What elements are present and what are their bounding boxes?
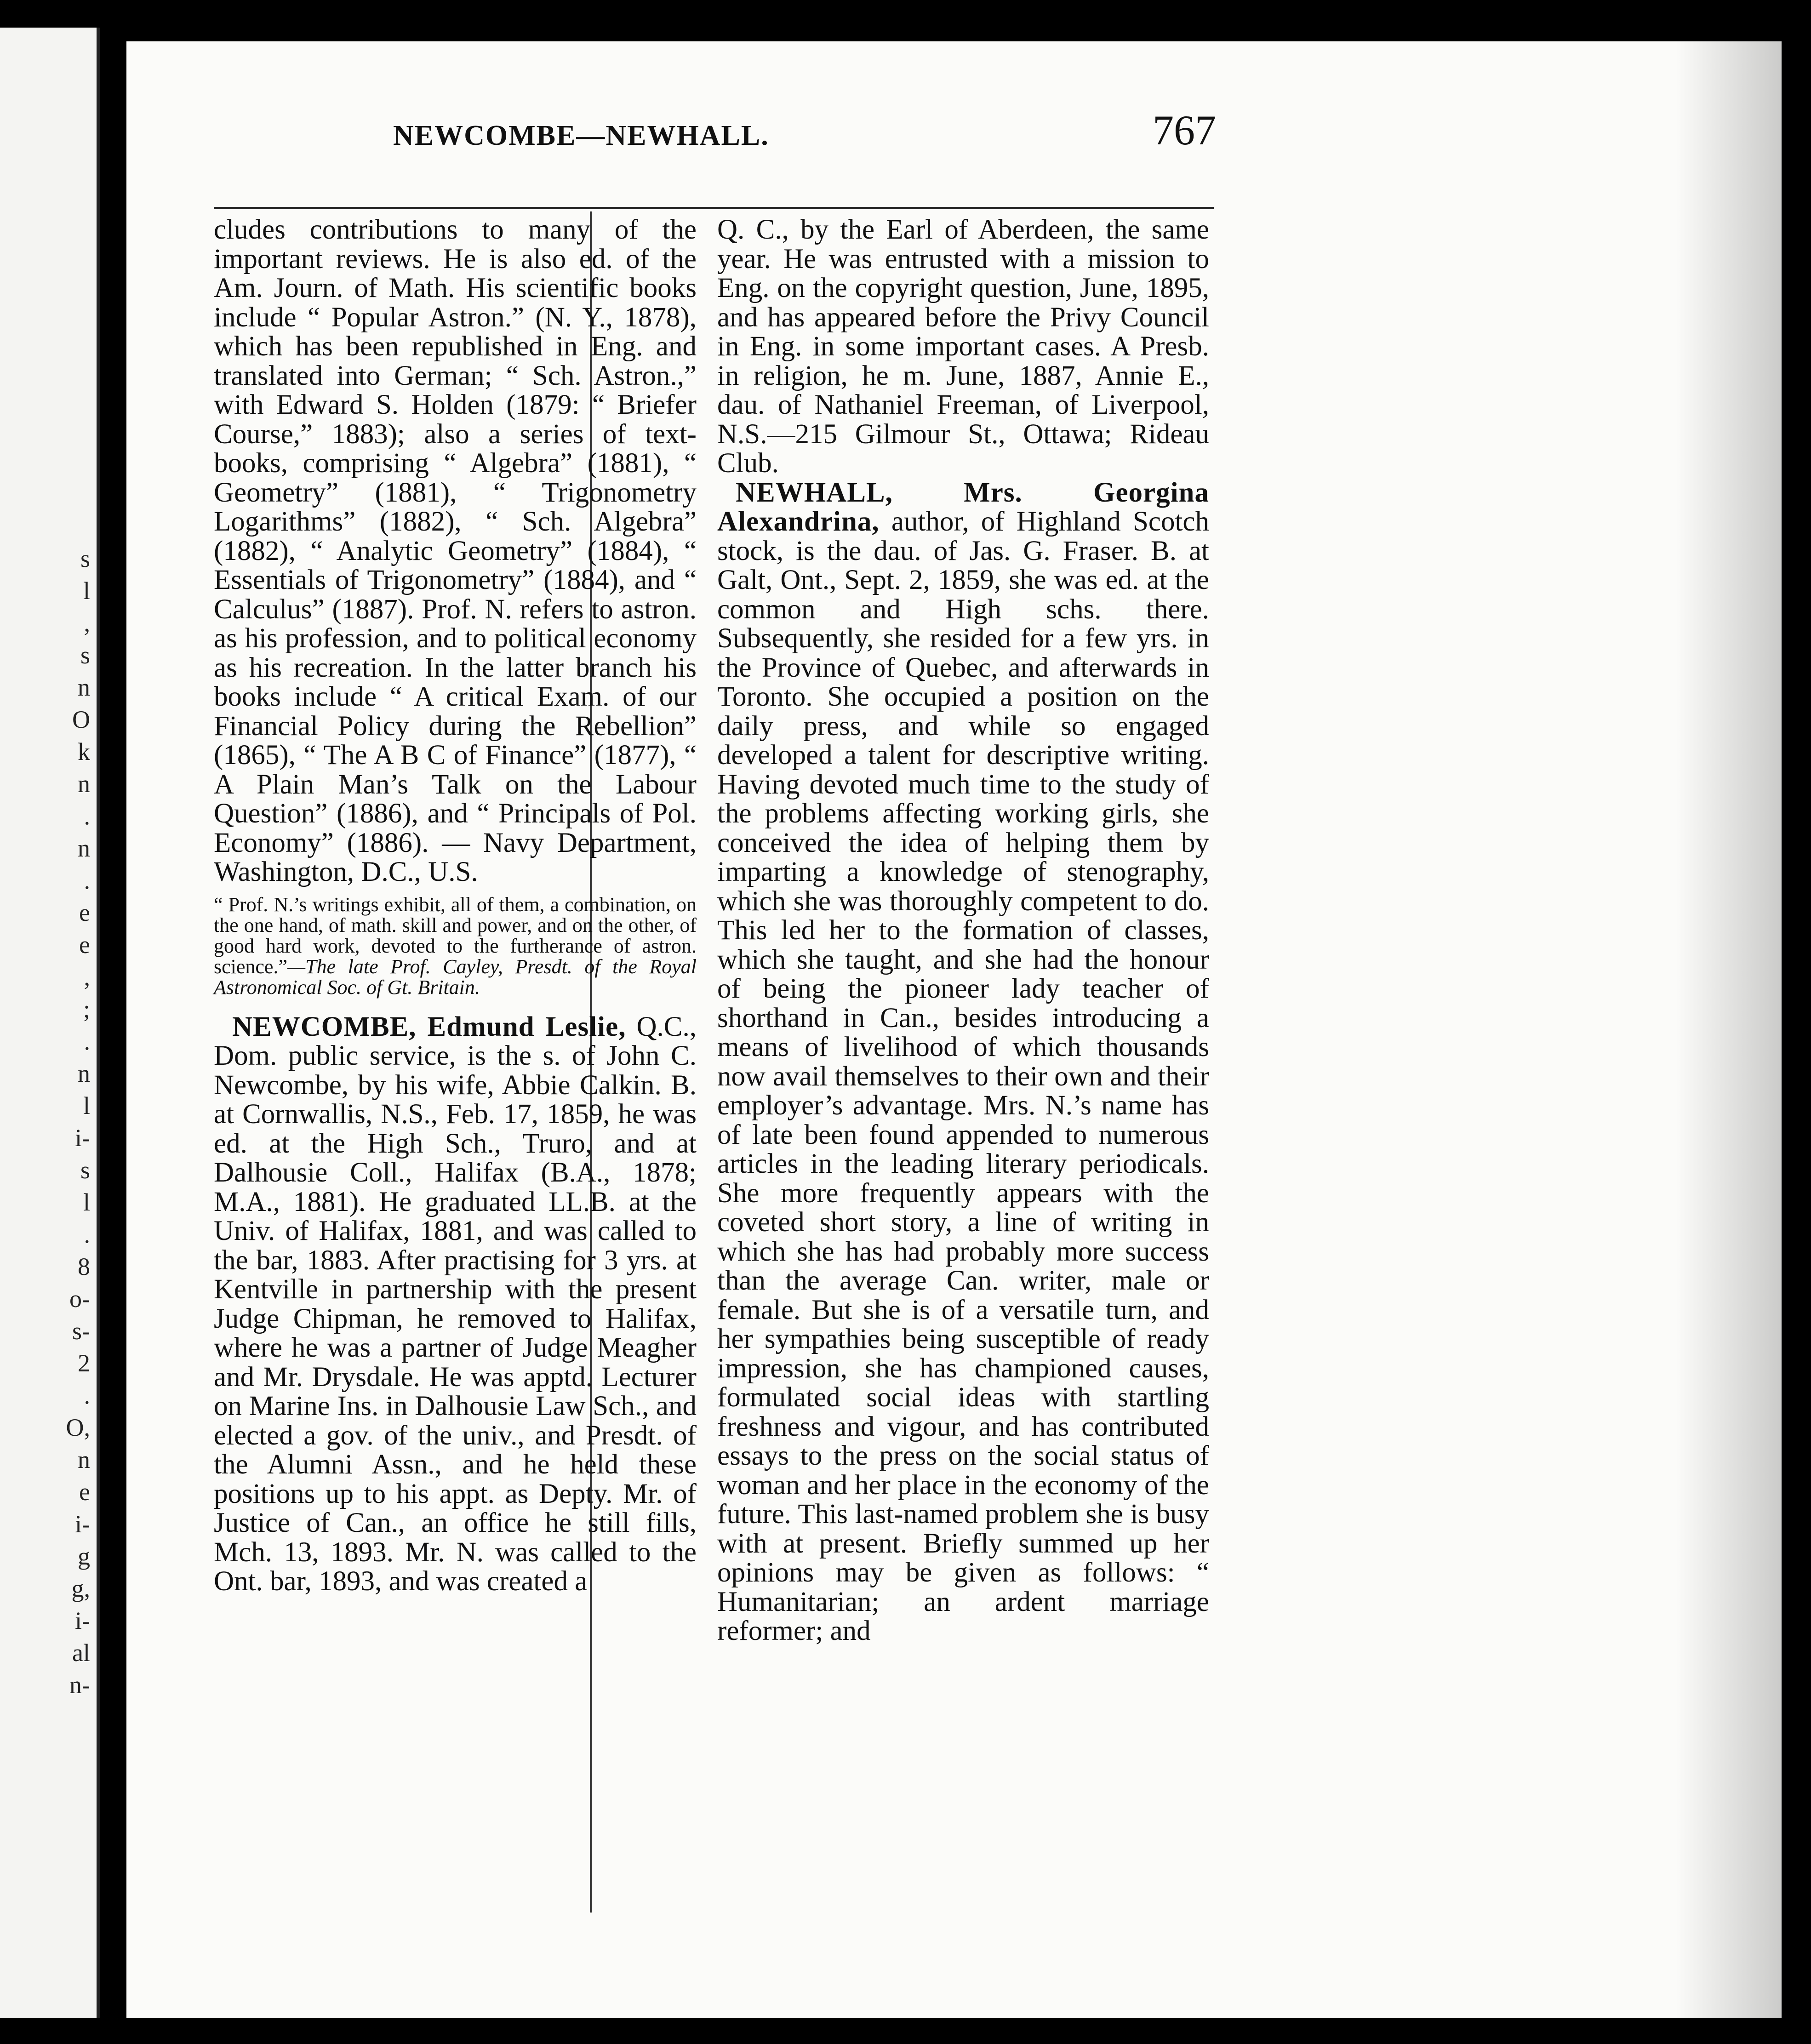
header-rule: [214, 207, 1214, 209]
quote-attribution: —The late Prof. Cayley, Presdt. of the Royal Astronomical Soc. of Gt. Britain.: [214, 955, 697, 999]
entry-heading-newhall: NEWHALL, Mrs. Georgina Alexandrina,: [717, 477, 1209, 537]
previous-page-edge: [0, 28, 100, 2018]
page-number: 767: [1153, 107, 1216, 154]
entry-newhall-georgina: [717, 478, 1209, 1646]
page-header: [393, 106, 1216, 175]
entry-body-newhall: author, of Highland Scotch stock, is the dau. of Jas. G. Fraser. B. at Galt, Ont., Sept. 2, 1859, she was ed. at the common and High schs. there. Subsequently, she resided for a few yrs. in the Province of Quebec, and afterwards in Toronto. She occupied a position on the daily press, and while so engaged developed a talent for descriptive writing. Having devoted much time to the study of the problems affecting working girls, she conceived the idea of helping them by imparting a knowledge of stenography, which she was thoroughly competent to do. This led her to the formation of classes, which she taught, and she had the honour of being the pioneer lady teacher of shorthand in Can., besides introducing a means of livelihood of which thousands now avail themselves to their own and their employer’s advantage. Mrs. N.’s name has of late been found appended to numerous articles in the leading literary periodicals. She more frequently appears with the coveted short story, a line of writing in which she has had probably more success than the average Can. writer, male or female. But she is of a versatile turn, and her sympathies being susceptible of ready impression, she has championed causes, formulated social ideas with startling freshness and vigour, and has contributed essays to the press on the social status of woman and her place in the economy of the future. This last-named problem she is busy with at present. Briefly summed up her opinions may be given as follows: “ Humanitarian; an ardent marriage reformer; and: [717, 506, 1209, 1646]
right-column: [717, 215, 1209, 1646]
entry-heading-newcombe: NEWCOMBE, Edmund Leslie,: [232, 1011, 626, 1042]
newcombe-edmund-continuation: Q. C., by the Earl of Aberdeen, the same year. He was entrusted with a mission to Eng. on the copyright question, June, 1895, and has appeared before the Privy Council in Eng. in some important cases. A Presb. in religion, he m. June, 1887, Annie E., dau. of Nathaniel Freeman, of Liverpool, N.S.—215 Gilmour St., Ottawa; Rideau Club.: [717, 214, 1209, 479]
previous-page-text: s l , s n O k n . n . e e , ; . n l i- s l . 8 o- s- 2 . O, n e i- g g, i- al n-: [66, 545, 90, 1699]
left-column: [214, 215, 697, 1596]
running-head: NEWCOMBE—NEWHALL.: [393, 120, 769, 151]
cayley-quote: [214, 894, 697, 998]
entry-newcombe-edmund: [214, 1012, 697, 1596]
quote-text: “ Prof. N.’s writings exhibit, all of them, a combination, on the one hand, of math. skill and power, and on the other, of good hard work, devoted to the furtherance of astron. science.”: [214, 893, 697, 978]
newcomb-simon-continuation: cludes contributions to many of the important reviews. He is also ed. of the Am. Journ. of Math. His scientific books include “ Popular Astron.” (N. Y., 1878), which has been republished in Eng. and translated into German; “ Sch. Astron.,” with Edward S. Holden (1879: “ Briefer Course,” 1883); also a series of text-books, comprising “ Algebra” (1881), “ Geometry” (1881), “ Trigonometry Logarithms” (1882), “ Sch. Algebra” (1882), “ Analytic Geometry” (1884), “ Essentials of Trigonometry” (1884), and “ Calculus” (1887). Prof. N. refers to astron. as his profession, and to political economy as his recreation. In the latter branch his books include “ A critical Exam. of our Financial Policy during the Rebellion” (1865), “ The A B C of Finance” (1877), “ A Plain Man’s Talk on the Labour Question” (1886), and “ Principals of Pol. Economy” (1886). — Navy Department, Washington, D.C., U.S.: [214, 214, 697, 887]
page-shadow: [1676, 41, 1782, 2018]
entry-body-newcombe: Q.C., Dom. public service, is the s. of John C. Newcombe, by his wife, Abbie Calkin. B. at Cornwallis, N.S., Feb. 17, 1859, he was ed. at the High Sch., Truro, and at Dalhousie Coll., Halifax (B.A., 1878; M.A., 1881). He graduated LL.B. at the Univ. of Halifax, 1881, and was called to the bar, 1883. After practising for 3 yrs. at Kentville in partnership with the present Judge Chipman, he removed to Halifax, where he was a partner of Judge Meagher and Mr. Drysdale. He was apptd. Lecturer on Marine Ins. in Dalhousie Law Sch., and elected a gov. of the univ., and Presdt. of the Alumni Assn., and he held these positions up to his appt. as Depty. Mr. of Justice of Can., an office he still fills, Mch. 13, 1893. Mr. N. was called to the Ont. bar, 1893, and was created a: [214, 1011, 697, 1597]
